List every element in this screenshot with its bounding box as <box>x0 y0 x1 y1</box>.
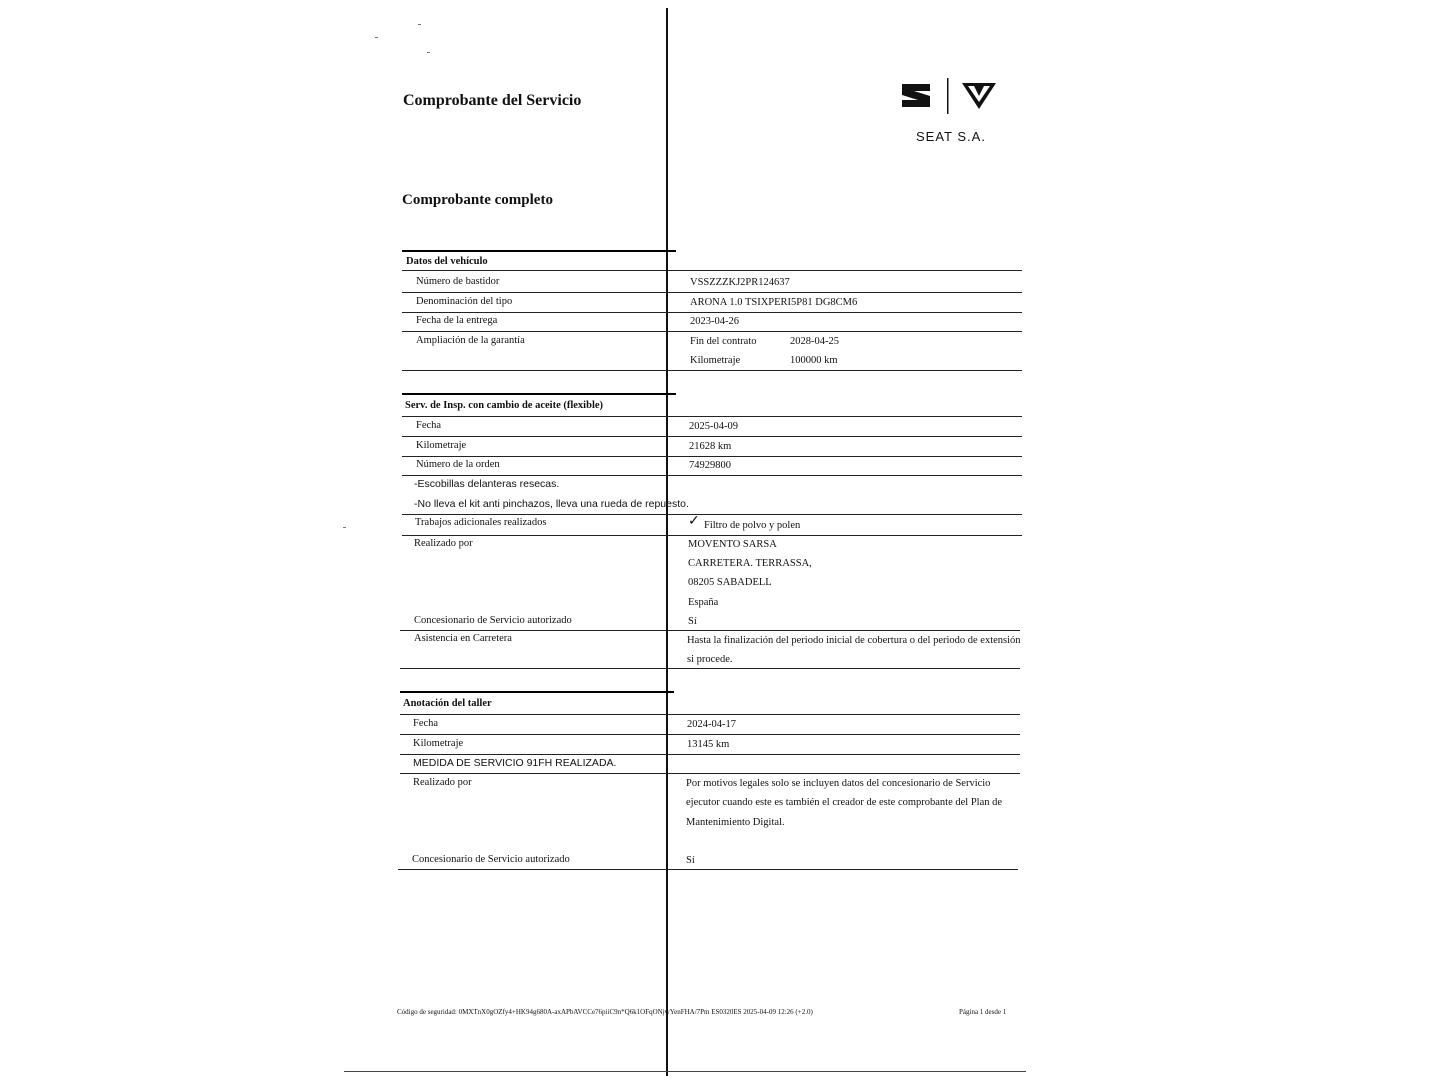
workshop-date-value: 2024-04-17 <box>687 719 736 730</box>
field-label: Concesionario de Servicio autorizado <box>412 854 570 865</box>
field-label: Kilometraje <box>413 738 464 749</box>
cupra-triangle-icon <box>962 83 996 109</box>
warranty-end-label: Fin del contrato <box>690 336 757 347</box>
service-section-title: Serv. de Insp. con cambio de aceite (flexible) <box>405 400 604 411</box>
field-label: Realizado por <box>413 777 472 788</box>
warranty-km-value: 100000 km <box>790 355 838 366</box>
order-number-value: 74929800 <box>689 460 731 471</box>
workshop-authorized-value: Sí <box>686 855 695 866</box>
field-label: Asistencia en Carretera <box>414 633 512 644</box>
field-label: Ampliación de la garantía <box>416 335 525 346</box>
extra-work-value: Filtro de polvo y polen <box>704 520 801 531</box>
vehicle-section-title: Datos del vehículo <box>406 256 488 267</box>
warranty-km-label: Kilometraje <box>690 355 741 366</box>
service-date-value: 2025-04-09 <box>689 421 738 432</box>
fold-line <box>666 8 668 1076</box>
field-label: Fecha de la entrega <box>416 315 498 326</box>
roadside-line: Hasta la finalización del periodo inicial de cobertura o del periodo de extensión <box>687 635 1021 646</box>
legal-note-line: Por motivos legales solo se incluyen datos del concesionario de Servicio <box>686 778 991 789</box>
workshop-section-title: Anotación del taller <box>403 698 492 709</box>
page-number: Página 1 desde 1 <box>959 1008 1007 1016</box>
roadside-line: si procede. <box>687 654 733 665</box>
field-label: Número de la orden <box>416 459 500 470</box>
scan-speck <box>427 52 430 53</box>
scan-speck <box>418 24 421 25</box>
dealer-line: España <box>688 597 719 608</box>
seat-logo <box>900 78 1000 119</box>
legal-note-line: ejecutor cuando este es también el creador de este comprobante del Plan de <box>686 797 1003 808</box>
authorized-value: Sí <box>688 616 697 627</box>
service-note: -Escobillas delanteras resecas. <box>414 478 560 490</box>
legal-note-line: Mantenimiento Digital. <box>686 817 785 828</box>
scan-speck <box>343 527 346 528</box>
service-note: -No lleva el kit anti pinchazos, lleva una rueda de repuesto. <box>414 498 689 510</box>
service-km-value: 21628 km <box>689 441 732 452</box>
model-value: ARONA 1.0 TSIXPERI5P81 DG8CM6 <box>690 297 858 308</box>
document-title: Comprobante del Servicio <box>403 92 582 109</box>
field-label: Kilometraje <box>416 440 467 451</box>
field-label: Realizado por <box>414 538 473 549</box>
field-label: Número de bastidor <box>416 276 500 287</box>
delivery-date-value: 2023-04-26 <box>690 316 739 327</box>
seat-s-icon <box>902 84 930 107</box>
dealer-line: 08205 SABADELL <box>688 577 772 588</box>
field-label: Fecha <box>413 718 439 729</box>
vin-value: VSSZZZKJ2PR124637 <box>690 277 790 288</box>
field-label: Concesionario de Servicio autorizado <box>414 615 572 626</box>
scan-speck <box>375 37 378 38</box>
workshop-km-value: 13145 km <box>687 739 730 750</box>
company-name: SEAT S.A. <box>916 129 986 144</box>
dealer-line: MOVENTO SARSA <box>688 539 777 550</box>
security-code: Código de seguridad: 0MXTnX0gOZfy4+HK94g680A-axAPbAVCCe76piiC9n*Q6k1OFqONjwYenFHA/7Pm ES0320ES 2025-04-09 12:26 (+2.0) <box>397 1008 813 1016</box>
document-subtitle: Comprobante completo <box>402 192 553 208</box>
field-label: Fecha <box>416 420 442 431</box>
workshop-note: MEDIDA DE SERVICIO 91FH REALIZADA. <box>413 757 617 769</box>
dealer-line: CARRETERA. TERRASSA, <box>688 558 812 569</box>
field-label: Trabajos adicionales realizados <box>415 517 547 528</box>
field-label: Denominación del tipo <box>416 296 513 307</box>
check-icon: ✓ <box>688 514 700 529</box>
warranty-end-value: 2028-04-25 <box>790 336 839 347</box>
